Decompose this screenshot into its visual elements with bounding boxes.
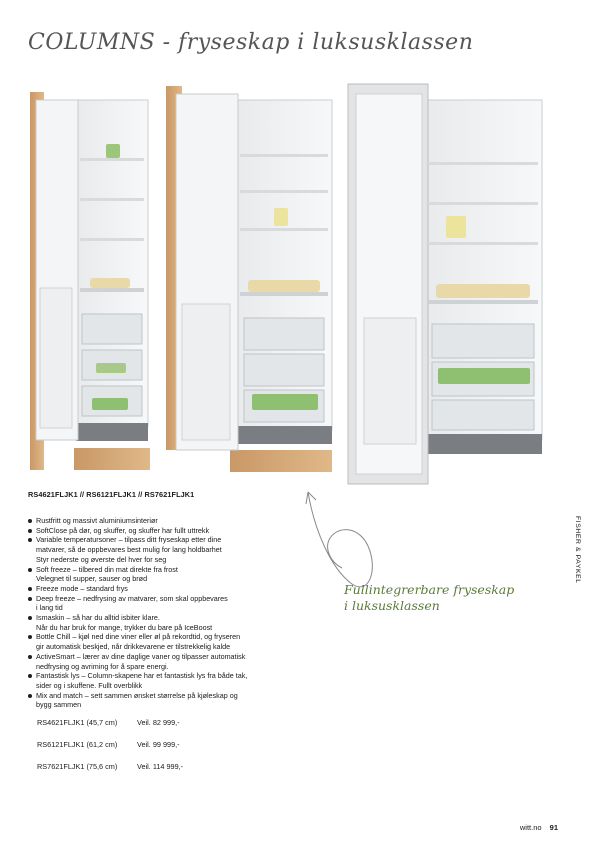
page-number: 91	[549, 823, 558, 832]
list-item: Bottle Chill – kjøl ned dine viner eller øl på rekordtid, og fryseren gir automatisk beskjed, når drikkevarene er tilstrekkelig kalde	[28, 632, 308, 651]
feature-list	[28, 516, 308, 710]
list-item: Deep freeze – nedfrysing av matvarer, som skal oppbevares i lang tid	[28, 594, 308, 613]
callout-text: Fullintegrerbare fryseskap i luksusklassen	[344, 582, 515, 613]
price-row	[37, 762, 183, 784]
freezer-unit-medium	[166, 86, 332, 472]
list-item: Ismaskin – så har du alltid isbiter klare. Når du har bruk for mange, trykker du bare på IceBoost	[28, 613, 308, 632]
list-item: Fantastisk lys – Column-skapene har et fantastisk lys fra både tak, sider og i skuffene. Fullt overblikk	[28, 671, 308, 690]
list-item: ActiveSmart – lærer av dine daglige vaner og tilpasser automatisk nedfrysing og avriming for å spare energi.	[28, 652, 308, 671]
price-model: RS6121FLJK1 (61,2 cm)	[37, 740, 118, 749]
freezer-unit-small	[30, 92, 150, 470]
freezer-unit-large	[348, 84, 542, 484]
price-row	[37, 718, 183, 740]
price-value: Veil. 99 999,-	[137, 740, 180, 749]
price-list	[37, 718, 183, 784]
price-row	[37, 740, 183, 762]
list-item: Freeze mode – standard frys	[28, 584, 308, 594]
model-numbers: RS4621FLJK1 // RS6121FLJK1 // RS7621FLJK1	[28, 490, 195, 499]
list-item: Mix and match – sett sammen ønsket størrelse på kjøleskap og bygg sammen	[28, 691, 308, 710]
footer-site: witt.no	[519, 823, 542, 832]
price-value: Veil. 114 999,-	[137, 762, 184, 771]
freezer-product-image	[26, 78, 550, 488]
page-footer	[520, 823, 558, 832]
brand-label: FISHER & PAYKEL	[574, 516, 581, 584]
price-value: Veil. 82 999,-	[137, 718, 180, 727]
page-title: COLUMNS - fryseskap i luksusklassen	[28, 30, 474, 55]
list-item: Variable temperatursoner – tilpass ditt fryseskap etter dine matvarer, så de oppbevares best mulig for lang holdbarhet Styr nederste og øverste del hver for seg	[28, 535, 308, 564]
price-model: RS7621FLJK1 (75,6 cm)	[37, 762, 118, 771]
list-item: Rustfritt og massivt aluminiumsinteriør	[28, 516, 308, 526]
list-item: SoftClose på dør, og skuffer, og skuffer har fullt uttrekk	[28, 526, 308, 536]
list-item: Soft freeze – tilbered din mat direkte fra frost Velegnet til supper, sauser og brød	[28, 565, 308, 584]
price-model: RS4621FLJK1 (45,7 cm)	[37, 718, 118, 727]
